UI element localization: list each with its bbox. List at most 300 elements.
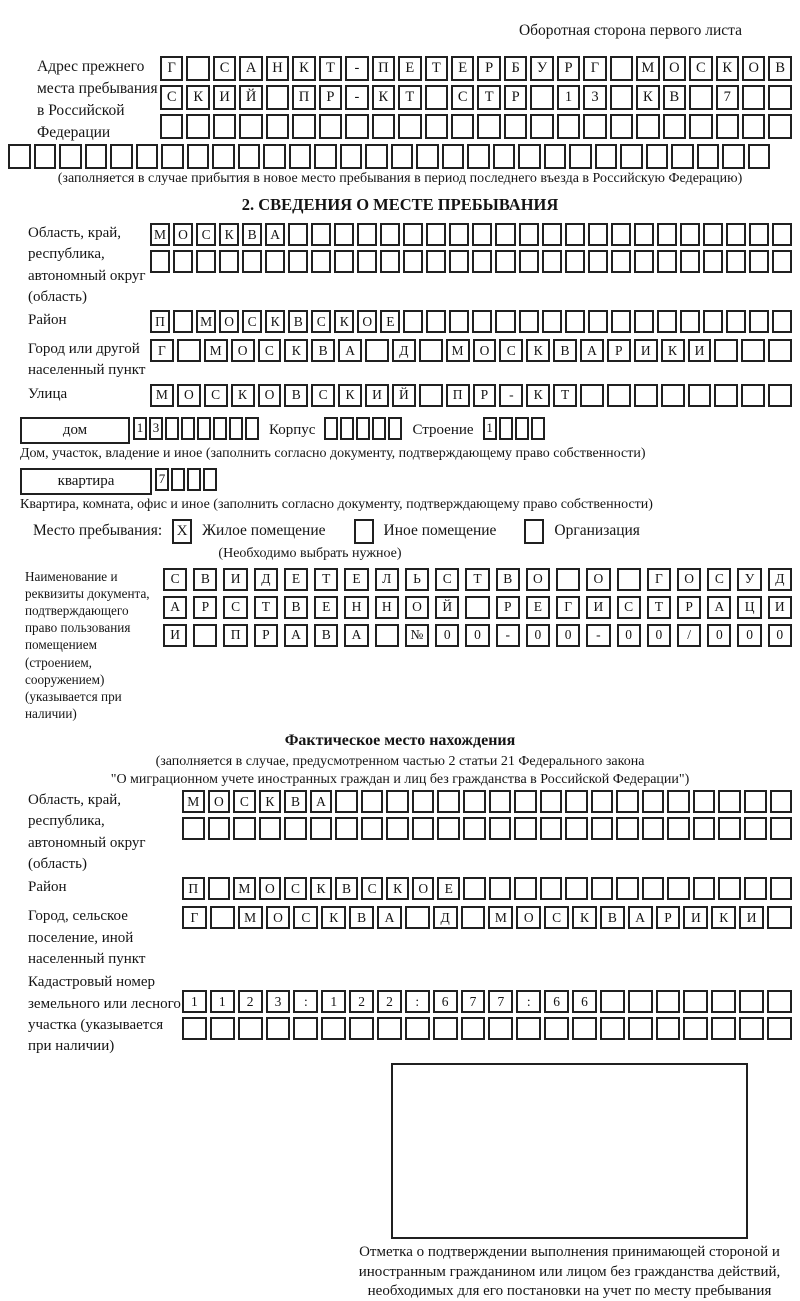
char-cell[interactable]: [504, 114, 527, 139]
char-cell[interactable]: [182, 1017, 207, 1040]
char-cell[interactable]: М: [182, 790, 205, 813]
char-cell[interactable]: Д: [254, 568, 278, 591]
char-cell[interactable]: М: [446, 339, 470, 362]
char-cell[interactable]: [591, 817, 614, 840]
char-cell[interactable]: [463, 817, 486, 840]
char-cell[interactable]: [426, 310, 446, 333]
char-cell[interactable]: [656, 1017, 681, 1040]
char-cell[interactable]: [8, 144, 31, 169]
char-cell[interactable]: [405, 1017, 430, 1040]
char-cell[interactable]: С: [293, 906, 318, 929]
char-cell[interactable]: [656, 990, 681, 1013]
char-cell[interactable]: К: [526, 339, 550, 362]
char-cell[interactable]: [583, 114, 606, 139]
char-cell[interactable]: Е: [380, 310, 400, 333]
char-cell[interactable]: [642, 790, 665, 813]
char-cell[interactable]: П: [182, 877, 205, 900]
char-cell[interactable]: О: [357, 310, 377, 333]
char-cell[interactable]: 0: [556, 624, 580, 647]
char-cell[interactable]: [565, 817, 588, 840]
char-cell[interactable]: [718, 790, 741, 813]
char-cell[interactable]: [489, 877, 512, 900]
char-cell[interactable]: [375, 624, 399, 647]
char-cell[interactable]: Р: [473, 384, 497, 407]
char-cell[interactable]: [680, 223, 700, 246]
char-cell[interactable]: [136, 144, 159, 169]
char-cell[interactable]: К: [636, 85, 659, 110]
char-cell[interactable]: К: [321, 906, 346, 929]
char-cell[interactable]: О: [516, 906, 541, 929]
char-cell[interactable]: [768, 114, 791, 139]
char-cell[interactable]: [238, 144, 261, 169]
char-cell[interactable]: [472, 310, 492, 333]
char-cell[interactable]: П: [446, 384, 470, 407]
char-cell[interactable]: С: [204, 384, 228, 407]
char-cell[interactable]: [495, 250, 515, 273]
char-cell[interactable]: [544, 144, 567, 169]
char-cell[interactable]: [449, 310, 469, 333]
char-cell[interactable]: 3: [266, 990, 291, 1013]
char-cell[interactable]: С: [160, 85, 183, 110]
char-cell[interactable]: [540, 817, 563, 840]
char-cell[interactable]: Г: [150, 339, 174, 362]
char-cell[interactable]: К: [716, 56, 739, 81]
char-cell[interactable]: 0: [526, 624, 550, 647]
char-cell[interactable]: [461, 906, 486, 929]
char-cell[interactable]: А: [707, 596, 731, 619]
char-cell[interactable]: [34, 144, 57, 169]
char-cell[interactable]: В: [311, 339, 335, 362]
char-cell[interactable]: [711, 990, 736, 1013]
char-cell[interactable]: О: [405, 596, 429, 619]
char-cell[interactable]: [588, 223, 608, 246]
char-cell[interactable]: [467, 144, 490, 169]
char-cell[interactable]: [238, 1017, 263, 1040]
char-cell[interactable]: 7: [488, 990, 513, 1013]
char-cell[interactable]: М: [196, 310, 216, 333]
char-cell[interactable]: С: [311, 310, 331, 333]
char-cell[interactable]: [591, 790, 614, 813]
char-cell[interactable]: [356, 417, 370, 440]
char-cell[interactable]: Р: [557, 56, 580, 81]
char-cell[interactable]: [173, 310, 193, 333]
char-cell[interactable]: [703, 310, 723, 333]
checkbox-organization[interactable]: [524, 519, 544, 544]
char-cell[interactable]: [493, 144, 516, 169]
char-cell[interactable]: [266, 85, 289, 110]
char-cell[interactable]: П: [150, 310, 170, 333]
char-cell[interactable]: 2: [238, 990, 263, 1013]
char-cell[interactable]: Д: [392, 339, 416, 362]
char-cell[interactable]: Г: [160, 56, 183, 81]
char-cell[interactable]: [380, 223, 400, 246]
char-cell[interactable]: [288, 250, 308, 273]
char-cell[interactable]: [196, 250, 216, 273]
char-cell[interactable]: [380, 250, 400, 273]
char-cell[interactable]: Р: [193, 596, 217, 619]
char-cell[interactable]: С: [284, 877, 307, 900]
char-cell[interactable]: В: [600, 906, 625, 929]
char-cell[interactable]: [314, 144, 337, 169]
char-cell[interactable]: [233, 817, 256, 840]
char-cell[interactable]: [556, 568, 580, 591]
char-cell[interactable]: [213, 114, 236, 139]
char-cell[interactable]: [703, 250, 723, 273]
char-cell[interactable]: [588, 250, 608, 273]
char-cell[interactable]: [714, 339, 738, 362]
char-cell[interactable]: [449, 223, 469, 246]
char-cell[interactable]: [426, 223, 446, 246]
char-cell[interactable]: [600, 990, 625, 1013]
char-cell[interactable]: [340, 417, 354, 440]
char-cell[interactable]: [426, 250, 446, 273]
char-cell[interactable]: К: [386, 877, 409, 900]
char-cell[interactable]: [288, 223, 308, 246]
char-cell[interactable]: Н: [266, 56, 289, 81]
char-cell[interactable]: В: [496, 568, 520, 591]
char-cell[interactable]: [530, 85, 553, 110]
char-cell[interactable]: Р: [656, 906, 681, 929]
char-cell[interactable]: [229, 417, 243, 440]
char-cell[interactable]: [748, 144, 771, 169]
char-cell[interactable]: [749, 250, 769, 273]
char-cell[interactable]: [461, 1017, 486, 1040]
char-cell[interactable]: В: [288, 310, 308, 333]
char-cell[interactable]: [377, 1017, 402, 1040]
char-cell[interactable]: [711, 1017, 736, 1040]
char-cell[interactable]: [365, 339, 389, 362]
char-cell[interactable]: И: [634, 339, 658, 362]
char-cell[interactable]: К: [265, 310, 285, 333]
char-cell[interactable]: [530, 114, 553, 139]
char-cell[interactable]: [489, 790, 512, 813]
char-cell[interactable]: [542, 250, 562, 273]
char-cell[interactable]: К: [231, 384, 255, 407]
char-cell[interactable]: [628, 1017, 653, 1040]
char-cell[interactable]: [515, 417, 529, 440]
char-cell[interactable]: [442, 144, 465, 169]
char-cell[interactable]: [372, 114, 395, 139]
char-cell[interactable]: [610, 114, 633, 139]
char-cell[interactable]: С: [689, 56, 712, 81]
char-cell[interactable]: И: [586, 596, 610, 619]
char-cell[interactable]: [472, 250, 492, 273]
char-cell[interactable]: [742, 114, 765, 139]
char-cell[interactable]: [259, 817, 282, 840]
char-cell[interactable]: Т: [647, 596, 671, 619]
char-cell[interactable]: Т: [553, 384, 577, 407]
char-cell[interactable]: [667, 790, 690, 813]
char-cell[interactable]: 1: [210, 990, 235, 1013]
char-cell[interactable]: [361, 790, 384, 813]
char-cell[interactable]: М: [204, 339, 228, 362]
char-cell[interactable]: Г: [556, 596, 580, 619]
char-cell[interactable]: Б: [504, 56, 527, 81]
char-cell[interactable]: 0: [435, 624, 459, 647]
char-cell[interactable]: [610, 85, 633, 110]
char-cell[interactable]: [335, 790, 358, 813]
char-cell[interactable]: [770, 817, 793, 840]
char-cell[interactable]: [544, 1017, 569, 1040]
char-cell[interactable]: Е: [344, 568, 368, 591]
char-cell[interactable]: -: [345, 56, 368, 81]
char-cell[interactable]: Т: [398, 85, 421, 110]
char-cell[interactable]: С: [544, 906, 569, 929]
char-cell[interactable]: [514, 790, 537, 813]
char-cell[interactable]: [726, 310, 746, 333]
char-cell[interactable]: 0: [617, 624, 641, 647]
char-cell[interactable]: /: [677, 624, 701, 647]
char-cell[interactable]: Е: [284, 568, 308, 591]
char-cell[interactable]: [310, 817, 333, 840]
char-cell[interactable]: [718, 817, 741, 840]
char-cell[interactable]: [495, 223, 515, 246]
char-cell[interactable]: Е: [398, 56, 421, 81]
char-cell[interactable]: [744, 790, 767, 813]
char-cell[interactable]: 1: [133, 417, 147, 440]
char-cell[interactable]: К: [338, 384, 362, 407]
char-cell[interactable]: [770, 790, 793, 813]
char-cell[interactable]: [349, 1017, 374, 1040]
char-cell[interactable]: [245, 417, 259, 440]
char-cell[interactable]: А: [239, 56, 262, 81]
char-cell[interactable]: [361, 817, 384, 840]
char-cell[interactable]: Т: [254, 596, 278, 619]
char-cell[interactable]: [767, 1017, 792, 1040]
char-cell[interactable]: К: [219, 223, 239, 246]
char-cell[interactable]: :: [405, 990, 430, 1013]
char-cell[interactable]: [59, 144, 82, 169]
char-cell[interactable]: [186, 56, 209, 81]
char-cell[interactable]: К: [711, 906, 736, 929]
char-cell[interactable]: [334, 223, 354, 246]
char-cell[interactable]: [607, 384, 631, 407]
char-cell[interactable]: [542, 223, 562, 246]
char-cell[interactable]: Р: [254, 624, 278, 647]
char-cell[interactable]: [557, 114, 580, 139]
char-cell[interactable]: 6: [572, 990, 597, 1013]
char-cell[interactable]: А: [284, 624, 308, 647]
char-cell[interactable]: [588, 310, 608, 333]
char-cell[interactable]: [311, 250, 331, 273]
char-cell[interactable]: [693, 877, 716, 900]
char-cell[interactable]: К: [284, 339, 308, 362]
char-cell[interactable]: [150, 250, 170, 273]
char-cell[interactable]: [514, 877, 537, 900]
char-cell[interactable]: [386, 790, 409, 813]
char-cell[interactable]: И: [213, 85, 236, 110]
char-cell[interactable]: [667, 877, 690, 900]
char-cell[interactable]: [739, 1017, 764, 1040]
char-cell[interactable]: [565, 310, 585, 333]
char-cell[interactable]: В: [284, 596, 308, 619]
char-cell[interactable]: [663, 114, 686, 139]
char-cell[interactable]: К: [372, 85, 395, 110]
char-cell[interactable]: -: [496, 624, 520, 647]
char-cell[interactable]: С: [499, 339, 523, 362]
char-cell[interactable]: М: [238, 906, 263, 929]
char-cell[interactable]: О: [473, 339, 497, 362]
char-cell[interactable]: С: [617, 596, 641, 619]
char-cell[interactable]: Т: [477, 85, 500, 110]
char-cell[interactable]: С: [361, 877, 384, 900]
char-cell[interactable]: [595, 144, 618, 169]
char-cell[interactable]: [744, 817, 767, 840]
char-cell[interactable]: [749, 223, 769, 246]
char-cell[interactable]: [391, 144, 414, 169]
char-cell[interactable]: [683, 990, 708, 1013]
checkbox-residential[interactable]: X: [172, 519, 192, 544]
char-cell[interactable]: [772, 250, 792, 273]
char-cell[interactable]: Й: [392, 384, 416, 407]
char-cell[interactable]: В: [349, 906, 374, 929]
char-cell[interactable]: Г: [182, 906, 207, 929]
char-cell[interactable]: [173, 250, 193, 273]
char-cell[interactable]: 2: [349, 990, 374, 1013]
char-cell[interactable]: А: [377, 906, 402, 929]
char-cell[interactable]: П: [292, 85, 315, 110]
char-cell[interactable]: [489, 817, 512, 840]
char-cell[interactable]: [412, 790, 435, 813]
char-cell[interactable]: 2: [377, 990, 402, 1013]
char-cell[interactable]: [616, 877, 639, 900]
char-cell[interactable]: [680, 250, 700, 273]
char-cell[interactable]: 0: [647, 624, 671, 647]
char-cell[interactable]: [768, 339, 792, 362]
char-cell[interactable]: С: [233, 790, 256, 813]
char-cell[interactable]: [667, 817, 690, 840]
char-cell[interactable]: 1: [483, 417, 497, 440]
char-cell[interactable]: [242, 250, 262, 273]
char-cell[interactable]: А: [628, 906, 653, 929]
char-cell[interactable]: [697, 144, 720, 169]
char-cell[interactable]: [657, 250, 677, 273]
char-cell[interactable]: [208, 817, 231, 840]
char-cell[interactable]: [186, 114, 209, 139]
char-cell[interactable]: Г: [583, 56, 606, 81]
char-cell[interactable]: [516, 1017, 541, 1040]
char-cell[interactable]: 7: [716, 85, 739, 110]
char-cell[interactable]: [540, 877, 563, 900]
char-cell[interactable]: :: [293, 990, 318, 1013]
char-cell[interactable]: Р: [496, 596, 520, 619]
char-cell[interactable]: П: [223, 624, 247, 647]
char-cell[interactable]: [465, 596, 489, 619]
char-cell[interactable]: И: [768, 596, 792, 619]
char-cell[interactable]: [495, 310, 515, 333]
char-cell[interactable]: [289, 144, 312, 169]
char-cell[interactable]: Е: [526, 596, 550, 619]
char-cell[interactable]: [311, 223, 331, 246]
char-cell[interactable]: [208, 877, 231, 900]
char-cell[interactable]: И: [683, 906, 708, 929]
char-cell[interactable]: [213, 417, 227, 440]
char-cell[interactable]: О: [173, 223, 193, 246]
char-cell[interactable]: О: [526, 568, 550, 591]
char-cell[interactable]: 6: [433, 990, 458, 1013]
char-cell[interactable]: [611, 223, 631, 246]
char-cell[interactable]: К: [334, 310, 354, 333]
char-cell[interactable]: С: [196, 223, 216, 246]
char-cell[interactable]: [334, 250, 354, 273]
char-cell[interactable]: [219, 250, 239, 273]
char-cell[interactable]: Ц: [737, 596, 761, 619]
char-cell[interactable]: С: [213, 56, 236, 81]
char-cell[interactable]: [600, 1017, 625, 1040]
char-cell[interactable]: [239, 114, 262, 139]
char-cell[interactable]: [357, 250, 377, 273]
char-cell[interactable]: [449, 250, 469, 273]
char-cell[interactable]: Т: [314, 568, 338, 591]
char-cell[interactable]: [772, 223, 792, 246]
char-cell[interactable]: [419, 339, 443, 362]
char-cell[interactable]: [437, 817, 460, 840]
char-cell[interactable]: [634, 223, 654, 246]
char-cell[interactable]: И: [163, 624, 187, 647]
char-cell[interactable]: [580, 384, 604, 407]
char-cell[interactable]: [680, 310, 700, 333]
char-cell[interactable]: К: [310, 877, 333, 900]
char-cell[interactable]: [768, 85, 791, 110]
char-cell[interactable]: [767, 906, 792, 929]
char-cell[interactable]: А: [163, 596, 187, 619]
char-cell[interactable]: [161, 144, 184, 169]
char-cell[interactable]: К: [186, 85, 209, 110]
char-cell[interactable]: [689, 85, 712, 110]
char-cell[interactable]: [463, 790, 486, 813]
char-cell[interactable]: Е: [451, 56, 474, 81]
char-cell[interactable]: [284, 817, 307, 840]
char-cell[interactable]: О: [258, 384, 282, 407]
char-cell[interactable]: [646, 144, 669, 169]
char-cell[interactable]: [388, 417, 402, 440]
char-cell[interactable]: [182, 817, 205, 840]
char-cell[interactable]: [611, 310, 631, 333]
char-cell[interactable]: И: [223, 568, 247, 591]
char-cell[interactable]: [425, 114, 448, 139]
char-cell[interactable]: К: [292, 56, 315, 81]
char-cell[interactable]: [688, 384, 712, 407]
char-cell[interactable]: К: [526, 384, 550, 407]
char-cell[interactable]: К: [259, 790, 282, 813]
char-cell[interactable]: [160, 114, 183, 139]
char-cell[interactable]: [321, 1017, 346, 1040]
char-cell[interactable]: [714, 384, 738, 407]
char-cell[interactable]: Р: [677, 596, 701, 619]
char-cell[interactable]: [292, 114, 315, 139]
char-cell[interactable]: И: [739, 906, 764, 929]
char-cell[interactable]: [636, 114, 659, 139]
char-cell[interactable]: И: [365, 384, 389, 407]
char-cell[interactable]: -: [586, 624, 610, 647]
char-cell[interactable]: М: [636, 56, 659, 81]
char-cell[interactable]: П: [372, 56, 395, 81]
char-cell[interactable]: [565, 250, 585, 273]
char-cell[interactable]: [171, 468, 185, 491]
char-cell[interactable]: [703, 223, 723, 246]
char-cell[interactable]: С: [163, 568, 187, 591]
char-cell[interactable]: В: [242, 223, 262, 246]
char-cell[interactable]: В: [335, 877, 358, 900]
char-cell[interactable]: В: [553, 339, 577, 362]
char-cell[interactable]: [437, 790, 460, 813]
char-cell[interactable]: [433, 1017, 458, 1040]
char-cell[interactable]: №: [405, 624, 429, 647]
char-cell[interactable]: С: [707, 568, 731, 591]
char-cell[interactable]: 0: [465, 624, 489, 647]
char-cell[interactable]: [477, 114, 500, 139]
char-cell[interactable]: А: [344, 624, 368, 647]
